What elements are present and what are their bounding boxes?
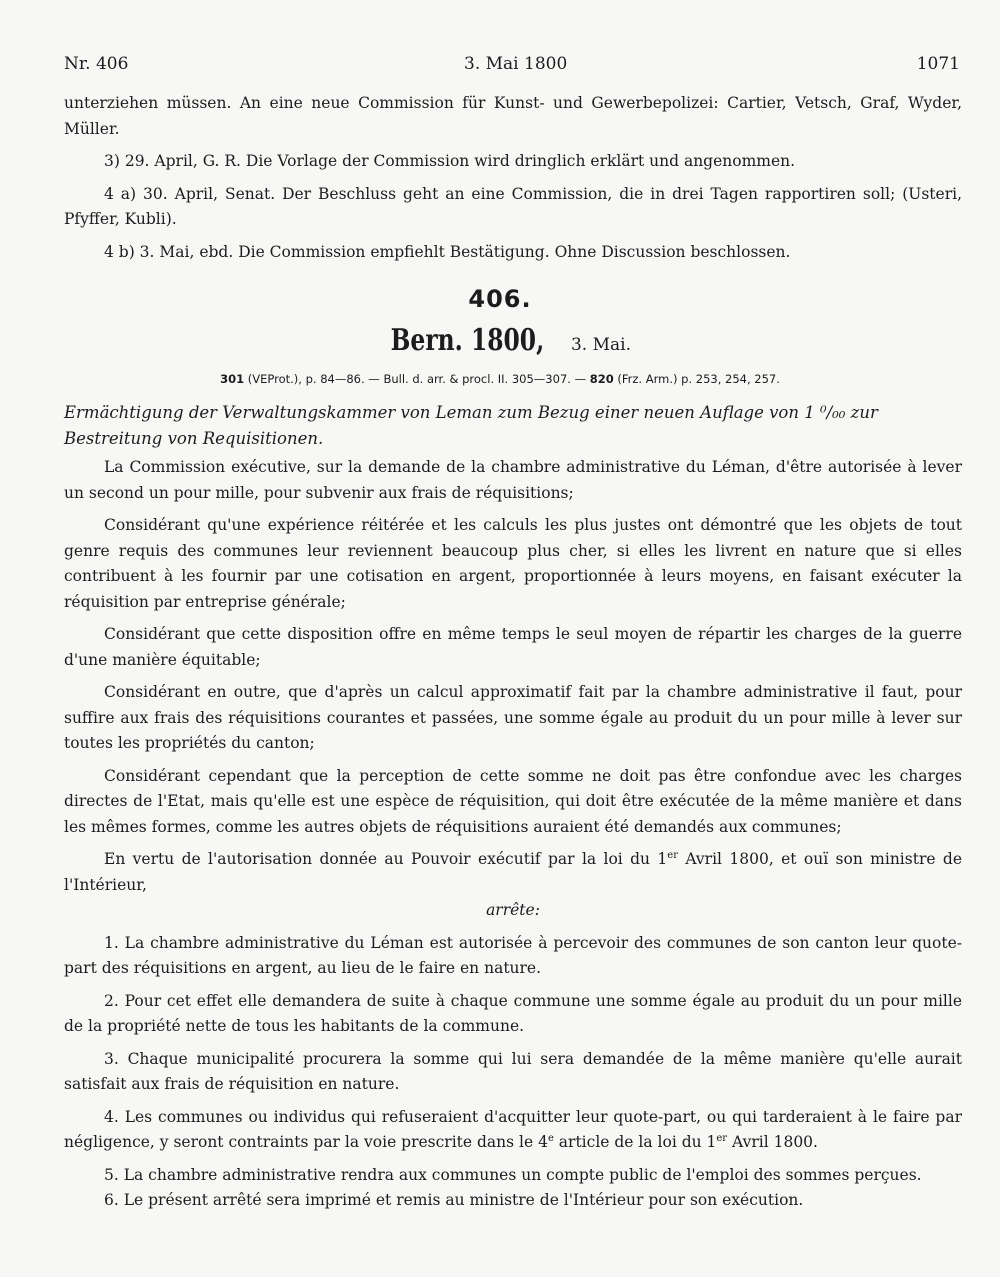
considerant-1: Considérant qu'une expérience réitérée et les calculs les plus justes ont démontré que les objets de tout genre requis des communes leur reviennent beaucoup plus cher, si elles les livrent en nature que si elles contribuent à les fournir par une cotisation en argent, proportionnée à leurs moyens, en faisant exécuter la réquisition par entreprise générale;	[64, 516, 962, 611]
paragraph-continuation: unterziehen müssen. An eine neue Commission für Kunst- und Gewerbepolizei: Cartier, Vetsch, Graf, Wyder, Müller.	[64, 94, 962, 138]
vertu-text-before: En vertu de l'autorisation donnée au Pouvoir exécutif par la loi du 1	[104, 850, 668, 868]
considerant-4: Considérant cependant que la perception de cette somme ne doit pas être confondue avec les charges directes de l'Etat, mais qu'elle est une espèce de réquisition, qui doit être exécutée de la même manière et dans les mêmes formes, comme les autres objets de réquisitions auraient été demandés aux communes;	[64, 766, 962, 836]
article-4-text-before: 4. Les communes ou individus qui refuseraient d'acquitter leur quote-part, ou qui tarderaient à le faire par négligence, y seront contraints par la voie prescrite dans le 4	[64, 1107, 962, 1151]
article-6: 6. Le présent arrêté sera imprimé et remis au ministre de l'Intérieur pour son exécution.	[104, 1191, 804, 1209]
source-ref-1-number: 301	[220, 372, 245, 386]
dateline	[0, 323, 1000, 358]
vertu-paragraph	[64, 847, 962, 898]
place-year: Bern. 1800,	[390, 323, 545, 358]
vertu-superscript: er	[667, 849, 678, 861]
article-4-superscript-1: e	[547, 1132, 554, 1144]
article-4	[64, 1105, 962, 1156]
paragraph-step-3: 3) 29. April, G. R. Die Vorlage der Commission wird dringlich erklärt und angenommen.	[104, 152, 796, 170]
source-ref-2-number: 820	[589, 372, 614, 386]
article-1: 1. La chambre administrative du Léman est autorisée à percevoir des communes de son canton leur quote-part des réquisitions en argent, au lieu de le faire en nature.	[64, 933, 962, 977]
source-ref-2-text: (Frz. Arm.) p. 253, 254, 257.	[617, 372, 780, 386]
source-references	[0, 372, 1000, 386]
paragraph-step-4b: 4 b) 3. Mai, ebd. Die Commission empfiehlt Bestätigung. Ohne Discussion beschlossen.	[104, 242, 791, 261]
intro-paragraph: La Commission exécutive, sur la demande de la chambre administrative du Léman, d'être autorisée à lever un second un pour mille, pour subvenir aux frais de réquisitions;	[64, 458, 962, 502]
source-ref-1-text: (VEProt.), p. 84—86. — Bull. d. arr. & procl. II. 305—307. —	[247, 372, 587, 386]
header-document-number: Nr. 406	[64, 54, 129, 74]
article-3: 3. Chaque municipalité procurera la somme qui lui sera demandée de la même manière qu'elle aurait satisfait aux frais de réquisition en nature.	[64, 1049, 962, 1093]
document-title: Ermächtigung der Verwaltungskammer von Leman zum Bezug einer neuen Auflage von 1 ⁰/₀₀ zur Bestreitung von Requisitionen.	[64, 403, 878, 448]
main-text-block	[64, 455, 962, 1214]
article-5: 5. La chambre administrative rendra aux communes un compte public de l'emploi des sommes perçues.	[104, 1165, 922, 1184]
header-date: 3. Mai 1800	[464, 54, 568, 74]
article-4-text-after: Avril 1800.	[727, 1133, 818, 1151]
considerant-2: Considérant que cette disposition offre en même temps le seul moyen de répartir les charges de la guerre d'une manière équitable;	[64, 625, 962, 669]
header-page-number: 1071	[916, 54, 960, 74]
considerant-3: Considérant en outre, que d'après un calcul approximatif fait par la chambre administrative il faut, pour suffire aux frais des réquisitions courantes et passées, une somme égale au produit du un pour mille à lever sur toutes les propriétés du canton;	[64, 683, 962, 752]
date-day: 3. Mai.	[570, 335, 631, 355]
article-4-text-middle: article de la loi du 1	[553, 1133, 717, 1151]
document-number: 406.	[468, 285, 532, 313]
arrete-heading: arrête:	[486, 901, 540, 919]
article-4-superscript-2: er	[716, 1132, 728, 1144]
top-text-block	[64, 91, 962, 265]
running-head	[64, 54, 960, 80]
article-2: 2. Pour cet effet elle demandera de suite à chaque commune une somme égale au produit du un pour mille de la propriété nette de tous les habitants de la commune.	[64, 991, 962, 1035]
vertu-text-after: Avril 1800, et ouï son ministre de l'Intérieur,	[64, 850, 962, 894]
paragraph-step-4a: 4 a) 30. April, Senat. Der Beschluss geht an eine Commission, die in drei Tagen rapportiren soll; (Usteri, Pfyffer, Kubli).	[64, 184, 962, 228]
